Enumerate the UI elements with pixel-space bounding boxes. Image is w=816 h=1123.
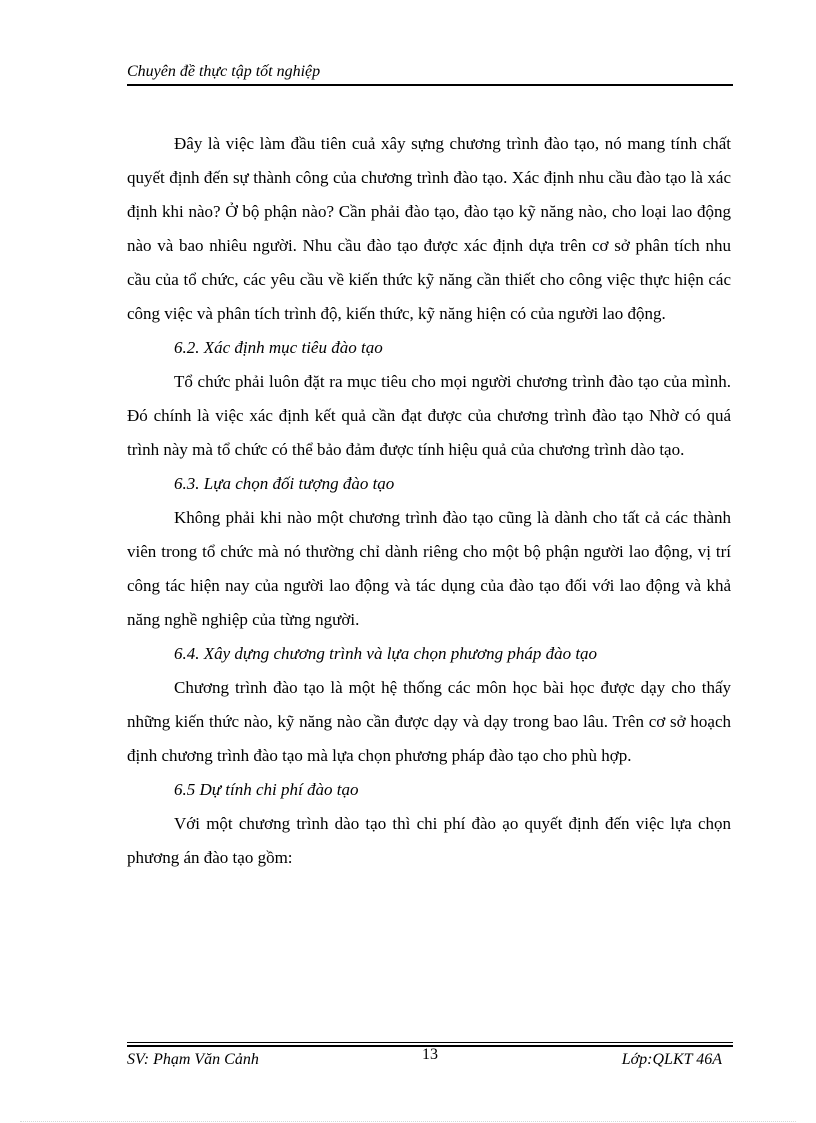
section-heading-6-5: 6.5 Dự tính chi phí đào tạo <box>174 780 359 799</box>
header-divider <box>127 84 733 86</box>
running-header: Chuyên đề thực tập tốt nghiệp <box>127 63 321 80</box>
paragraph-cost-estimation: Với một chương trình dào tạo thì chi phí đào ạo quyết định đến việc lựa chọn phương án đào tạo gồm: <box>127 814 731 867</box>
page-number: 13 <box>422 1046 438 1063</box>
paragraph-program-building: Chương trình đào tạo là một hệ thống các môn học bài học được dạy cho thấy những kiến thức nào, kỹ năng nào cần được dạy và dạy trong bao lâu. Trên cơ sở hoạch định chương trình đào tạo mà lựa chọn phương pháp đào tạo cho phù hợp. <box>127 678 731 765</box>
footer-divider-thin <box>127 1042 733 1043</box>
document-body <box>127 127 731 875</box>
paragraph-training-objectives: Tổ chức phải luôn đặt ra mục tiêu cho mọi người chương trình đào tạo của mình. Đó chính là việc xác định kết quả cần đạt được của chương trình đào tạo Nhờ có quá trình này mà tổ chức có thể bảo đảm được tính hiệu quả của chương trình dào tạo. <box>127 372 731 459</box>
paragraph-training-needs: Đây là việc làm đầu tiên cuả xây sựng chương trình đào tạo, nó mang tính chất quyết định đến sự thành công của chương trình đào tạo. Xác định nhu cầu đào tạo là xác định khi nào? Ở bộ phận nào? Cần phải đào tạo, đào tạo kỹ năng nào, cho loại lao động nào và bao nhiêu người. Nhu cầu đào tạo được xác định dựa trên cơ sở phân tích nhu cầu của tổ chức, các yêu cầu về kiến thức kỹ năng cần thiết cho công việc thực hiện các công việc và phân tích trình độ, kiến thức, kỹ năng hiện có của người lao động. <box>127 134 731 323</box>
paragraph-target-selection: Không phải khi nào một chương trình đào tạo cũng là dành cho tất cả các thành viên trong tổ chức mà nó thường chỉ dành riêng cho một bộ phận người lao động, vị trí công tác hiện nay của người lao động và tác dụng của đào tạo đối với lao động và khả năng nghề nghiệp của từng người. <box>127 508 731 629</box>
page-bottom-border <box>20 1121 796 1122</box>
section-heading-6-2: 6.2. Xác định mục tiêu đào tạo <box>174 338 383 357</box>
footer-class-code: Lớp:QLKT 46A <box>621 1051 722 1068</box>
footer-student-name: SV: Phạm Văn Cảnh <box>127 1051 259 1068</box>
section-heading-6-3: 6.3. Lựa chọn đối tượng đào tạo <box>174 474 395 493</box>
section-heading-6-4: 6.4. Xây dựng chương trình và lựa chọn phương pháp đào tạo <box>174 644 598 663</box>
